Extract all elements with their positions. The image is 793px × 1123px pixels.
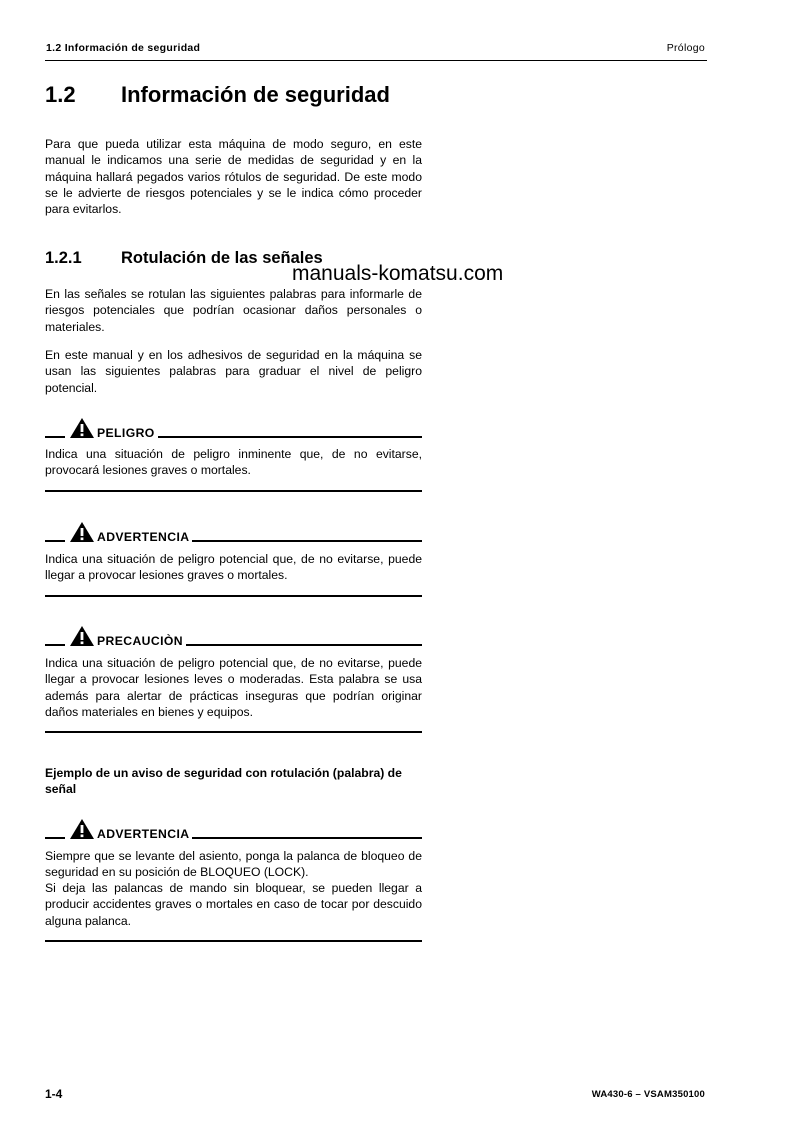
section-title — [45, 82, 390, 108]
warning-triangle-icon — [69, 625, 95, 647]
intro-paragraph: Para que pueda utilizar esta máquina de modo seguro, en este manual le indicamos una serie de medidas de seguridad y en la máquina hallará pegados varios rótulos de seguridad. De este modo se le advierte de riesgos potenciales y se le indica cómo proceder para evitarlos. — [45, 137, 422, 217]
page-number: 1-4 — [45, 1087, 63, 1101]
section-number: 1.2 — [45, 82, 76, 107]
running-header-section: 1.2 Información de seguridad — [46, 42, 201, 54]
warning-triangle-icon — [69, 521, 95, 543]
header-rule — [45, 60, 707, 61]
example-text-2: Si deja las palancas de mando sin bloquear, se pueden llegar a producir accidentes graves o mortales en caso de tocar por descuido alguna palanca. — [45, 881, 422, 928]
signal-word-danger: PELIGRO — [97, 426, 158, 440]
signal-end-rule — [45, 595, 422, 597]
signal-end-rule — [45, 731, 422, 733]
paragraph-danger-levels: En este manual y en los adhesivos de seguridad en la máquina se usan las siguientes palabras para graduar el nivel de peligro potencial. — [45, 348, 422, 395]
subsection-number: 1.2.1 — [45, 249, 82, 267]
watermark: manuals-komatsu.com — [292, 262, 504, 285]
example-text-1: Siempre que se levante del asiento, ponga la palanca de bloqueo de seguridad en su posición de BLOQUEO (LOCK). — [45, 849, 422, 880]
running-header-chapter: Prólogo — [666, 42, 705, 54]
signal-word-warning: ADVERTENCIA — [97, 530, 192, 544]
paragraph-signal-words: En las señales se rotulan las siguientes palabras para informarle de riesgos potenciales que podrían ocasionar daños personales o materiales. — [45, 287, 422, 334]
signal-end-rule — [45, 940, 422, 942]
signal-header-danger — [45, 417, 422, 439]
example-heading: Ejemplo de un aviso de seguridad con rotulación (palabra) de señal — [45, 766, 402, 797]
signal-word-example: ADVERTENCIA — [97, 827, 192, 841]
signal-header-caution — [45, 625, 422, 647]
signal-text-danger: Indica una situación de peligro inminente que, de no evitarse, provocará lesiones graves o mortales. — [45, 447, 422, 478]
signal-header-example — [45, 818, 422, 840]
signal-word-caution: PRECAUCIÒN — [97, 634, 186, 648]
signal-text-warning: Indica una situación de peligro potencial que, de no evitarse, puede llegar a provocar lesiones graves o mortales. — [45, 552, 422, 583]
subsection-title-text: Rotulación de las señales — [121, 249, 323, 267]
signal-end-rule — [45, 490, 422, 492]
section-title-text: Información de seguridad — [121, 82, 390, 107]
subsection-title — [45, 249, 323, 268]
warning-triangle-icon — [69, 818, 95, 840]
signal-header-warning — [45, 521, 422, 543]
signal-text-caution: Indica una situación de peligro potencial que, de no evitarse, puede llegar a provocar lesiones leves o moderadas. Esta palabra se usa además para alertar de prácticas inseguras que podrían originar daños materiales en bienes y equipos. — [45, 656, 422, 719]
warning-triangle-icon — [69, 417, 95, 439]
document-code: WA430-6 – VSAM350100 — [591, 1089, 705, 1100]
